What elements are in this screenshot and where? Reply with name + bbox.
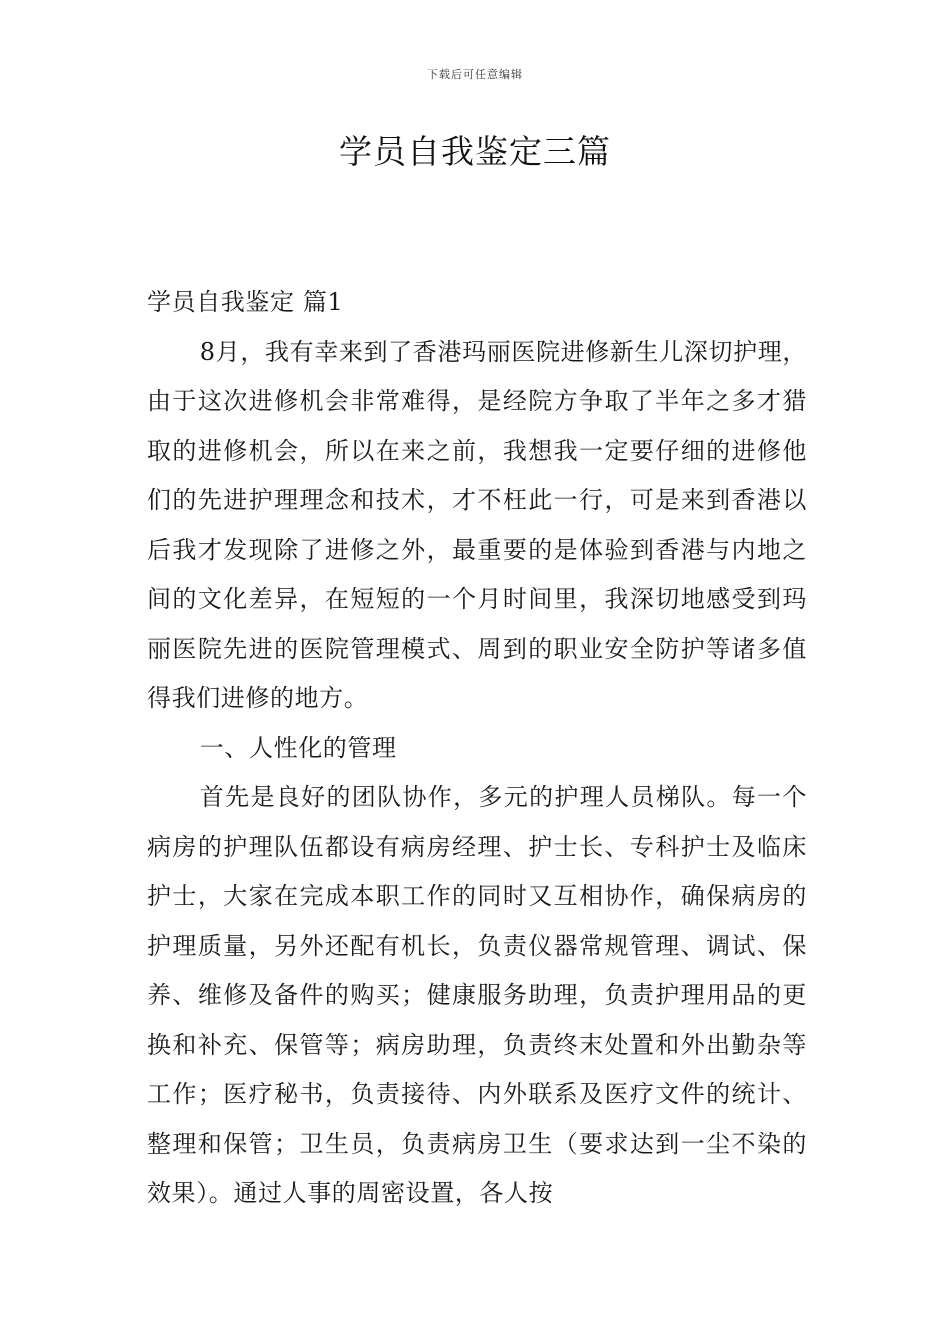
header-note: 下载后可任意编辑	[427, 68, 523, 81]
document-body	[147, 278, 807, 1219]
paragraph: 首先是良好的团队协作，多元的护理人员梯队。每一个病房的护理队伍都设有病房经理、护士长、专科护士及临床护士，大家在完成本职工作的同时又互相协作，确保病房的护理质量，另外还配有机长，负责仪器常规管理、调试、保养、维修及备件的购买；健康服务助理，负责护理用品的更换和补充、保管等；病房助理，负责终末处置和外出勤杂等工作；医疗秘书，负责接待、内外联系及医疗文件的统计、整理和保管；卫生员，负责病房卫生（要求达到一尘不染的效果）。通过人事的周密设置，各人按	[147, 783, 807, 1207]
section-heading: 学员自我鉴定 篇1	[147, 288, 344, 316]
paragraph: 8月，我有幸来到了香港玛丽医院进修新生儿深切护理，由于这次进修机会非常难得，是经院方争取了半年之多才猎取的进修机会，所以在来之前，我想我一定要仔细的进修他们的先进护理理念和技术，才不枉此一行，可是来到香港以后我才发现除了进修之外，最重要的是体验到香港与内地之间的文化差异，在短短的一个月时间里，我深切地感受到玛丽医院先进的医院管理模式、周到的职业安全防护等诸多值得我们进修的地方。	[147, 337, 807, 712]
subheading: 一、人性化的管理	[199, 733, 397, 762]
document-title: 学员自我鉴定三篇	[339, 132, 611, 171]
